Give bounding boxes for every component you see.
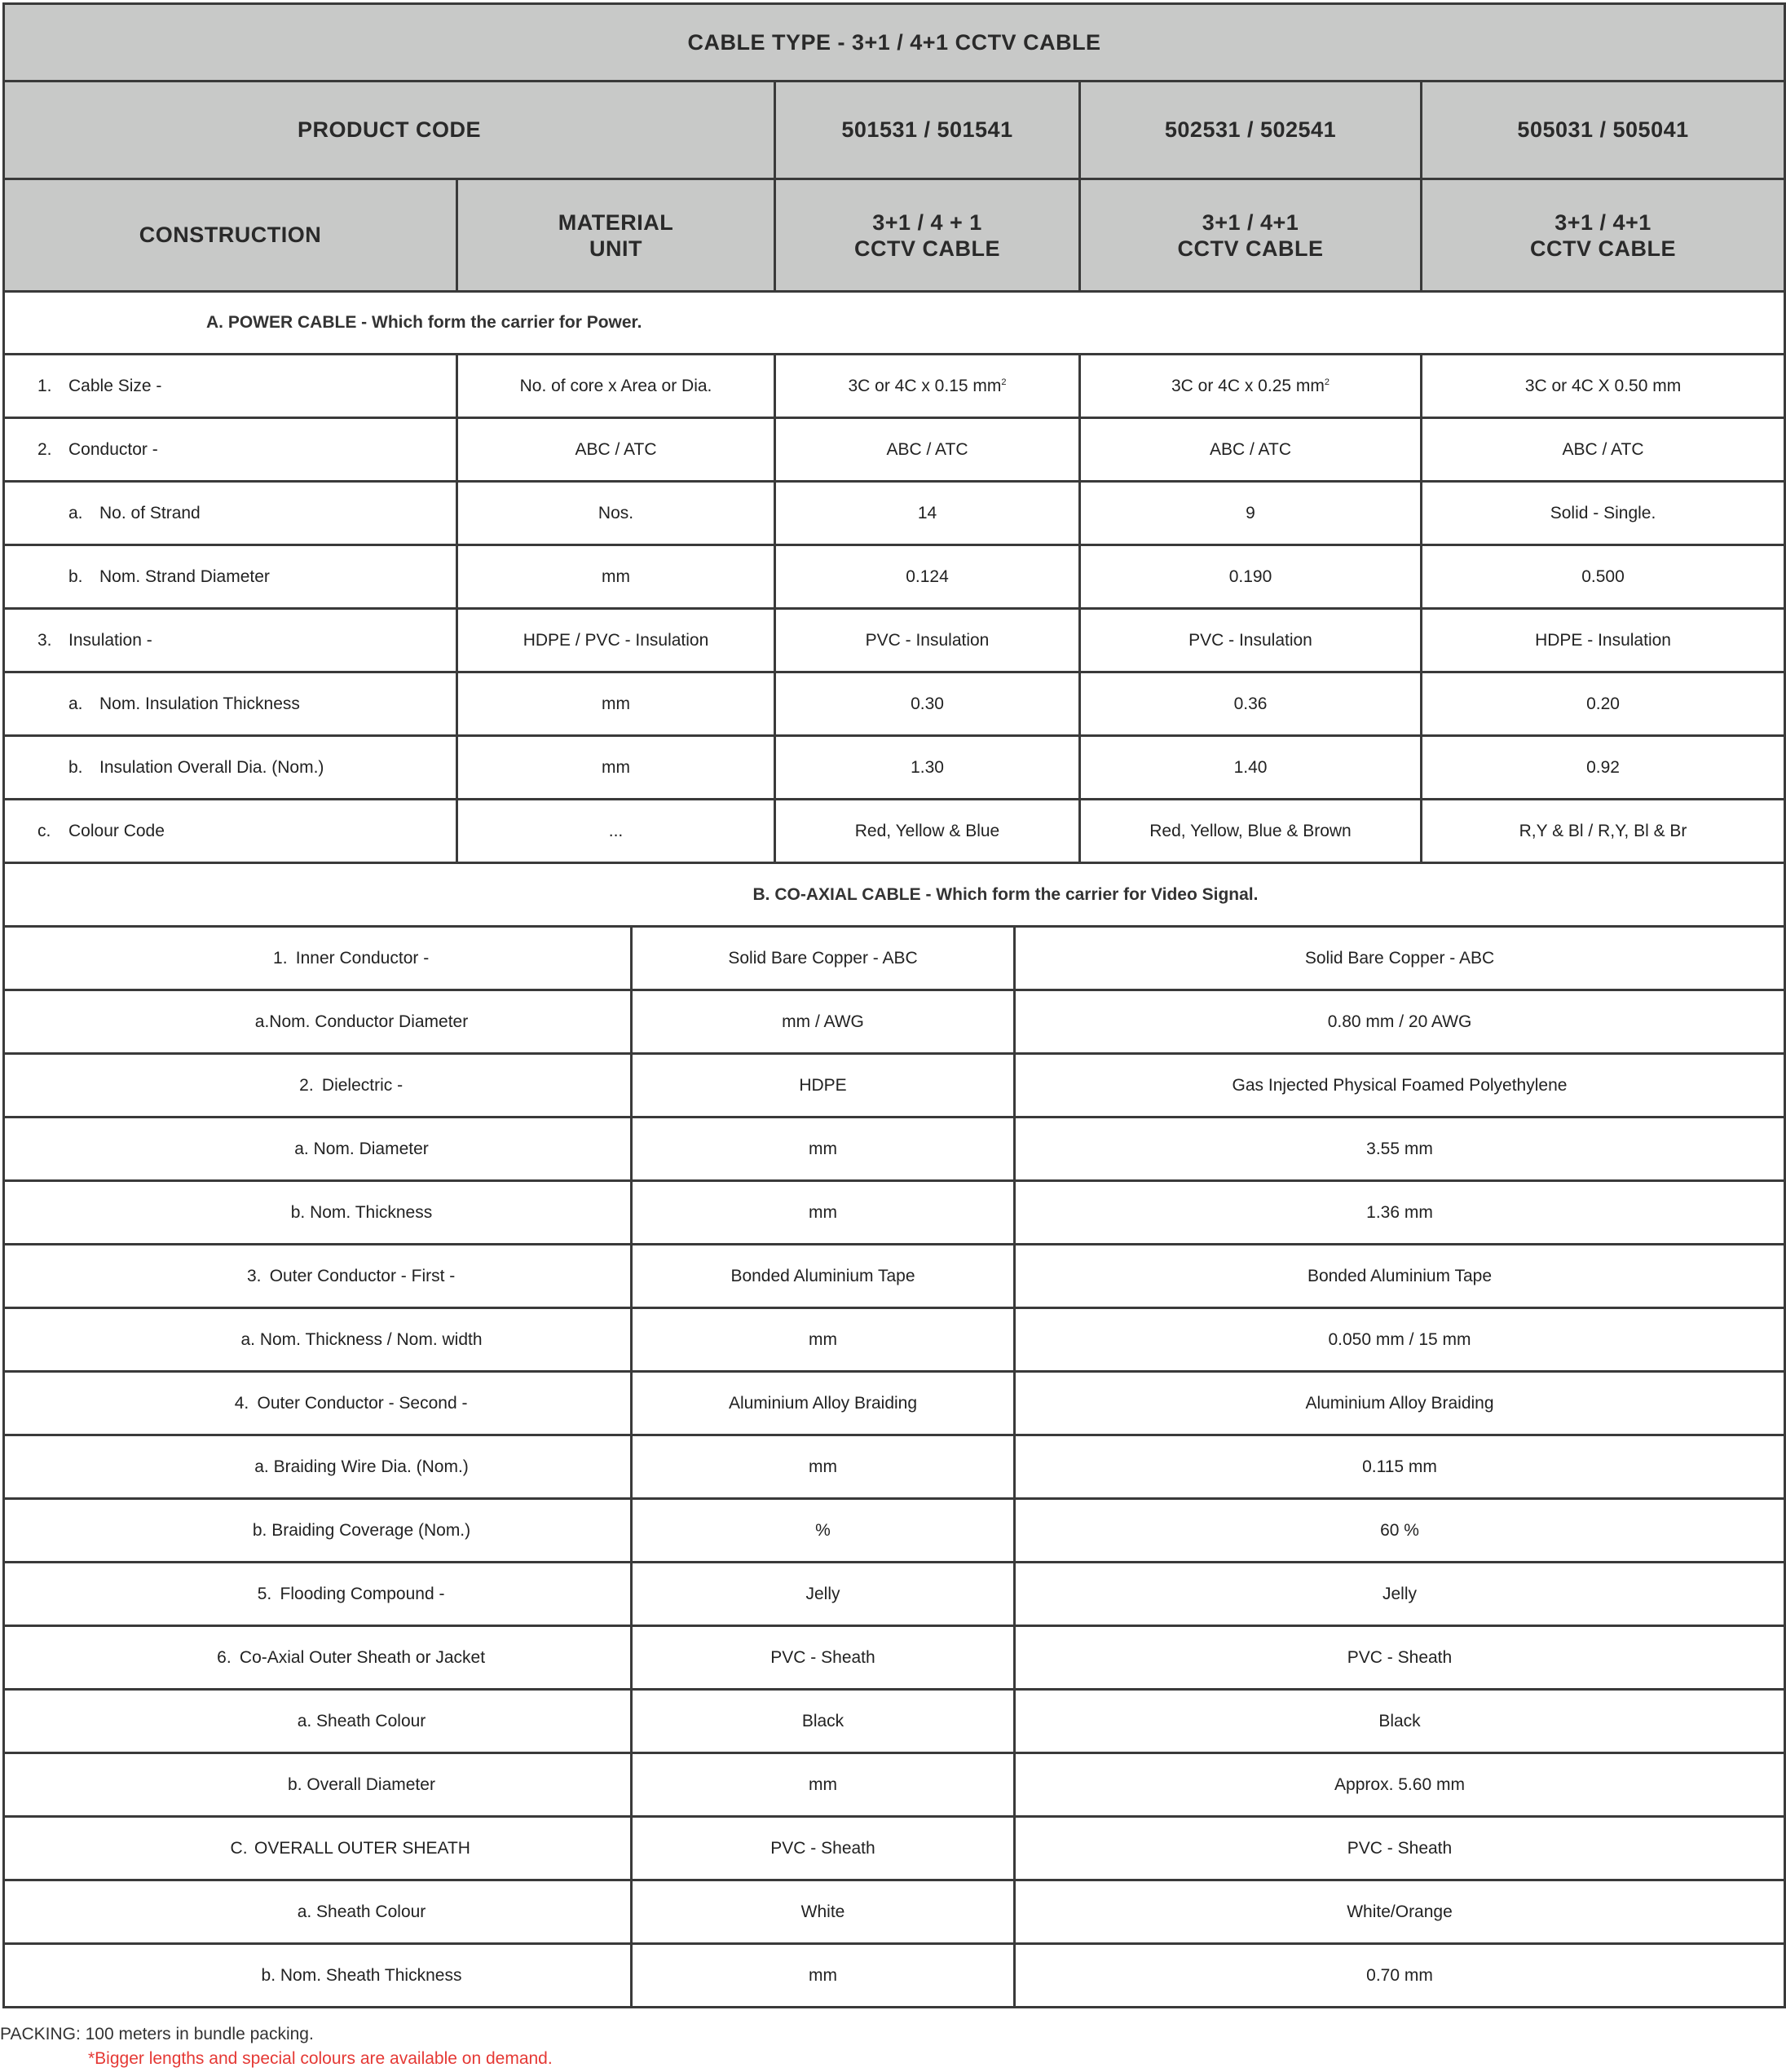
row-value: 3C or 4C x 0.25 $mm^2$ <box>1080 355 1422 418</box>
cable-name-3: 3+1 / 4+1 CCTV CABLE <box>1422 179 1785 292</box>
row-label: a.Nom. Conductor Diameter <box>4 990 632 1054</box>
table-row <box>4 1054 1785 1118</box>
row-unit: mm <box>632 1753 1015 1817</box>
row-unit: mm <box>632 1181 1015 1245</box>
row-value: 0.92 <box>1422 736 1785 800</box>
row-value: 0.80 mm / 20 AWG <box>1015 990 1785 1054</box>
row-value: Black <box>1015 1690 1785 1753</box>
row-value: 1.30 <box>775 736 1080 800</box>
row-value: 0.115 mm <box>1015 1435 1785 1499</box>
row-unit: PVC - Sheath <box>632 1817 1015 1880</box>
row-unit: Nos. <box>457 482 775 545</box>
coaxial-table <box>2 862 1786 2008</box>
row-value: Approx. 5.60 mm <box>1015 1753 1785 1817</box>
row-value: ABC / ATC <box>1422 418 1785 482</box>
table-row <box>4 545 1785 609</box>
row-value: 1.40 <box>1080 736 1422 800</box>
row-unit: mm <box>457 736 775 800</box>
row-unit: mm <box>632 1435 1015 1499</box>
row-label: a. No. of Strand <box>4 482 457 545</box>
row-unit: ... <box>457 800 775 863</box>
row-value: 0.500 <box>1422 545 1785 609</box>
row-value: 3.55 mm <box>1015 1118 1785 1181</box>
row-value: ABC / ATC <box>775 418 1080 482</box>
row-value: Gas Injected Physical Foamed Polyethylene <box>1015 1054 1785 1118</box>
row-value: 0.70 mm <box>1015 1944 1785 2008</box>
table-row <box>4 418 1785 482</box>
row-label: b. Nom. Strand Diameter <box>4 545 457 609</box>
row-unit: mm <box>457 672 775 736</box>
row-label: c. Colour Code <box>4 800 457 863</box>
row-unit: Black <box>632 1690 1015 1753</box>
section-a-title: A. POWER CABLE - Which form the carrier for Power. <box>4 292 1785 355</box>
product-code-label: PRODUCT CODE <box>4 82 775 179</box>
row-unit: HDPE / PVC - Insulation <box>457 609 775 672</box>
table-row <box>4 1753 1785 1817</box>
row-value: R,Y & Bl / R,Y, Bl & Br <box>1422 800 1785 863</box>
row-label: 1. Inner Conductor - <box>4 927 632 990</box>
row-value: ABC / ATC <box>1080 418 1422 482</box>
section-b-title: B. CO-AXIAL CABLE - Which form the carrier for Video Signal. <box>4 863 1785 927</box>
table-row <box>4 672 1785 736</box>
table-row <box>4 1499 1785 1563</box>
table-row <box>4 1817 1785 1880</box>
table-row <box>4 1308 1785 1372</box>
row-unit: mm <box>632 1118 1015 1181</box>
row-label: 2. Conductor - <box>4 418 457 482</box>
row-value: PVC - Sheath <box>1015 1626 1785 1690</box>
row-value: Solid - Single. <box>1422 482 1785 545</box>
row-value: HDPE - Insulation <box>1422 609 1785 672</box>
row-label: a. Nom. Thickness / Nom. width <box>4 1308 632 1372</box>
row-label: a. Sheath Colour <box>4 1690 632 1753</box>
row-unit: mm <box>457 545 775 609</box>
table-row <box>4 1626 1785 1690</box>
row-value: Bonded Aluminium Tape <box>1015 1245 1785 1308</box>
row-unit: mm <box>632 1944 1015 2008</box>
row-unit: mm <box>632 1308 1015 1372</box>
row-label: 2. Dielectric - <box>4 1054 632 1118</box>
table-row <box>4 927 1785 990</box>
row-label: a. Nom. Insulation Thickness <box>4 672 457 736</box>
row-value: Solid Bare Copper - ABC <box>1015 927 1785 990</box>
row-label: 1. Cable Size - <box>4 355 457 418</box>
availability-note: *Bigger lengths and special colours are available on demand. <box>88 2049 553 2068</box>
table-row <box>4 800 1785 863</box>
row-unit: No. of core x Area or Dia. <box>457 355 775 418</box>
row-value: 0.050 mm / 15 mm <box>1015 1308 1785 1372</box>
row-unit: mm / AWG <box>632 990 1015 1054</box>
table-row <box>4 990 1785 1054</box>
row-value: 0.20 <box>1422 672 1785 736</box>
row-value: Red, Yellow, Blue & Brown <box>1080 800 1422 863</box>
row-label: C. OVERALL OUTER SHEATH <box>4 1817 632 1880</box>
packing-text: PACKING: 100 meters in bundle packing. <box>0 2025 314 2043</box>
row-value: 60 % <box>1015 1499 1785 1563</box>
row-unit: Jelly <box>632 1563 1015 1626</box>
table-row <box>4 736 1785 800</box>
row-unit: Solid Bare Copper - ABC <box>632 927 1015 990</box>
row-label: a. Sheath Colour <box>4 1880 632 1944</box>
table-row <box>4 1181 1785 1245</box>
row-label: b. Insulation Overall Dia. (Nom.) <box>4 736 457 800</box>
table-row <box>4 1435 1785 1499</box>
row-value: White/Orange <box>1015 1880 1785 1944</box>
row-label: b. Braiding Coverage (Nom.) <box>4 1499 632 1563</box>
row-value: Jelly <box>1015 1563 1785 1626</box>
table-title: CABLE TYPE - 3+1 / 4+1 CCTV CABLE <box>4 4 1785 82</box>
table-row <box>4 1880 1785 1944</box>
row-value: 3C or 4C X 0.50 mm <box>1422 355 1785 418</box>
row-unit: Aluminium Alloy Braiding <box>632 1372 1015 1435</box>
table-row <box>4 1690 1785 1753</box>
row-value: PVC - Insulation <box>775 609 1080 672</box>
row-value: PVC - Insulation <box>1080 609 1422 672</box>
construction-label: CONSTRUCTION <box>4 179 457 292</box>
row-label: b. Nom. Sheath Thickness <box>4 1944 632 2008</box>
row-label: b. Overall Diameter <box>4 1753 632 1817</box>
row-value: Aluminium Alloy Braiding <box>1015 1372 1785 1435</box>
row-value: 0.30 <box>775 672 1080 736</box>
row-label: a. Nom. Diameter <box>4 1118 632 1181</box>
row-value: Red, Yellow & Blue <box>775 800 1080 863</box>
row-unit: Bonded Aluminium Tape <box>632 1245 1015 1308</box>
row-label: 4. Outer Conductor - Second - <box>4 1372 632 1435</box>
product-code-1: 501531 / 501541 <box>775 82 1080 179</box>
row-value: 0.190 <box>1080 545 1422 609</box>
row-value: 0.124 <box>775 545 1080 609</box>
table-row <box>4 1118 1785 1181</box>
product-code-2: 502531 / 502541 <box>1080 82 1422 179</box>
row-unit: PVC - Sheath <box>632 1626 1015 1690</box>
row-value: 0.36 <box>1080 672 1422 736</box>
row-unit: White <box>632 1880 1015 1944</box>
table-row <box>4 1372 1785 1435</box>
row-unit: % <box>632 1499 1015 1563</box>
row-value: 9 <box>1080 482 1422 545</box>
table-row <box>4 355 1785 418</box>
table-row <box>4 1944 1785 2008</box>
row-label: 3. Outer Conductor - First - <box>4 1245 632 1308</box>
product-code-3: 505031 / 505041 <box>1422 82 1785 179</box>
table-row <box>4 1563 1785 1626</box>
cable-name-2: 3+1 / 4+1 CCTV CABLE <box>1080 179 1422 292</box>
row-value: 3C or 4C x 0.15 $mm^2$ <box>775 355 1080 418</box>
row-value: 14 <box>775 482 1080 545</box>
table-row <box>4 482 1785 545</box>
row-label: 6. Co-Axial Outer Sheath or Jacket <box>4 1626 632 1690</box>
row-unit: HDPE <box>632 1054 1015 1118</box>
table-row <box>4 1245 1785 1308</box>
material-unit-label: MATERIAL UNIT <box>457 179 775 292</box>
row-label: b. Nom. Thickness <box>4 1181 632 1245</box>
cable-name-1: 3+1 / 4 + 1 CCTV CABLE <box>775 179 1080 292</box>
row-label: 3. Insulation - <box>4 609 457 672</box>
row-value: 1.36 mm <box>1015 1181 1785 1245</box>
row-label: a. Braiding Wire Dia. (Nom.) <box>4 1435 632 1499</box>
row-label: 5. Flooding Compound - <box>4 1563 632 1626</box>
row-value: PVC - Sheath <box>1015 1817 1785 1880</box>
table-row <box>4 609 1785 672</box>
spec-table <box>2 2 1786 864</box>
row-unit: ABC / ATC <box>457 418 775 482</box>
